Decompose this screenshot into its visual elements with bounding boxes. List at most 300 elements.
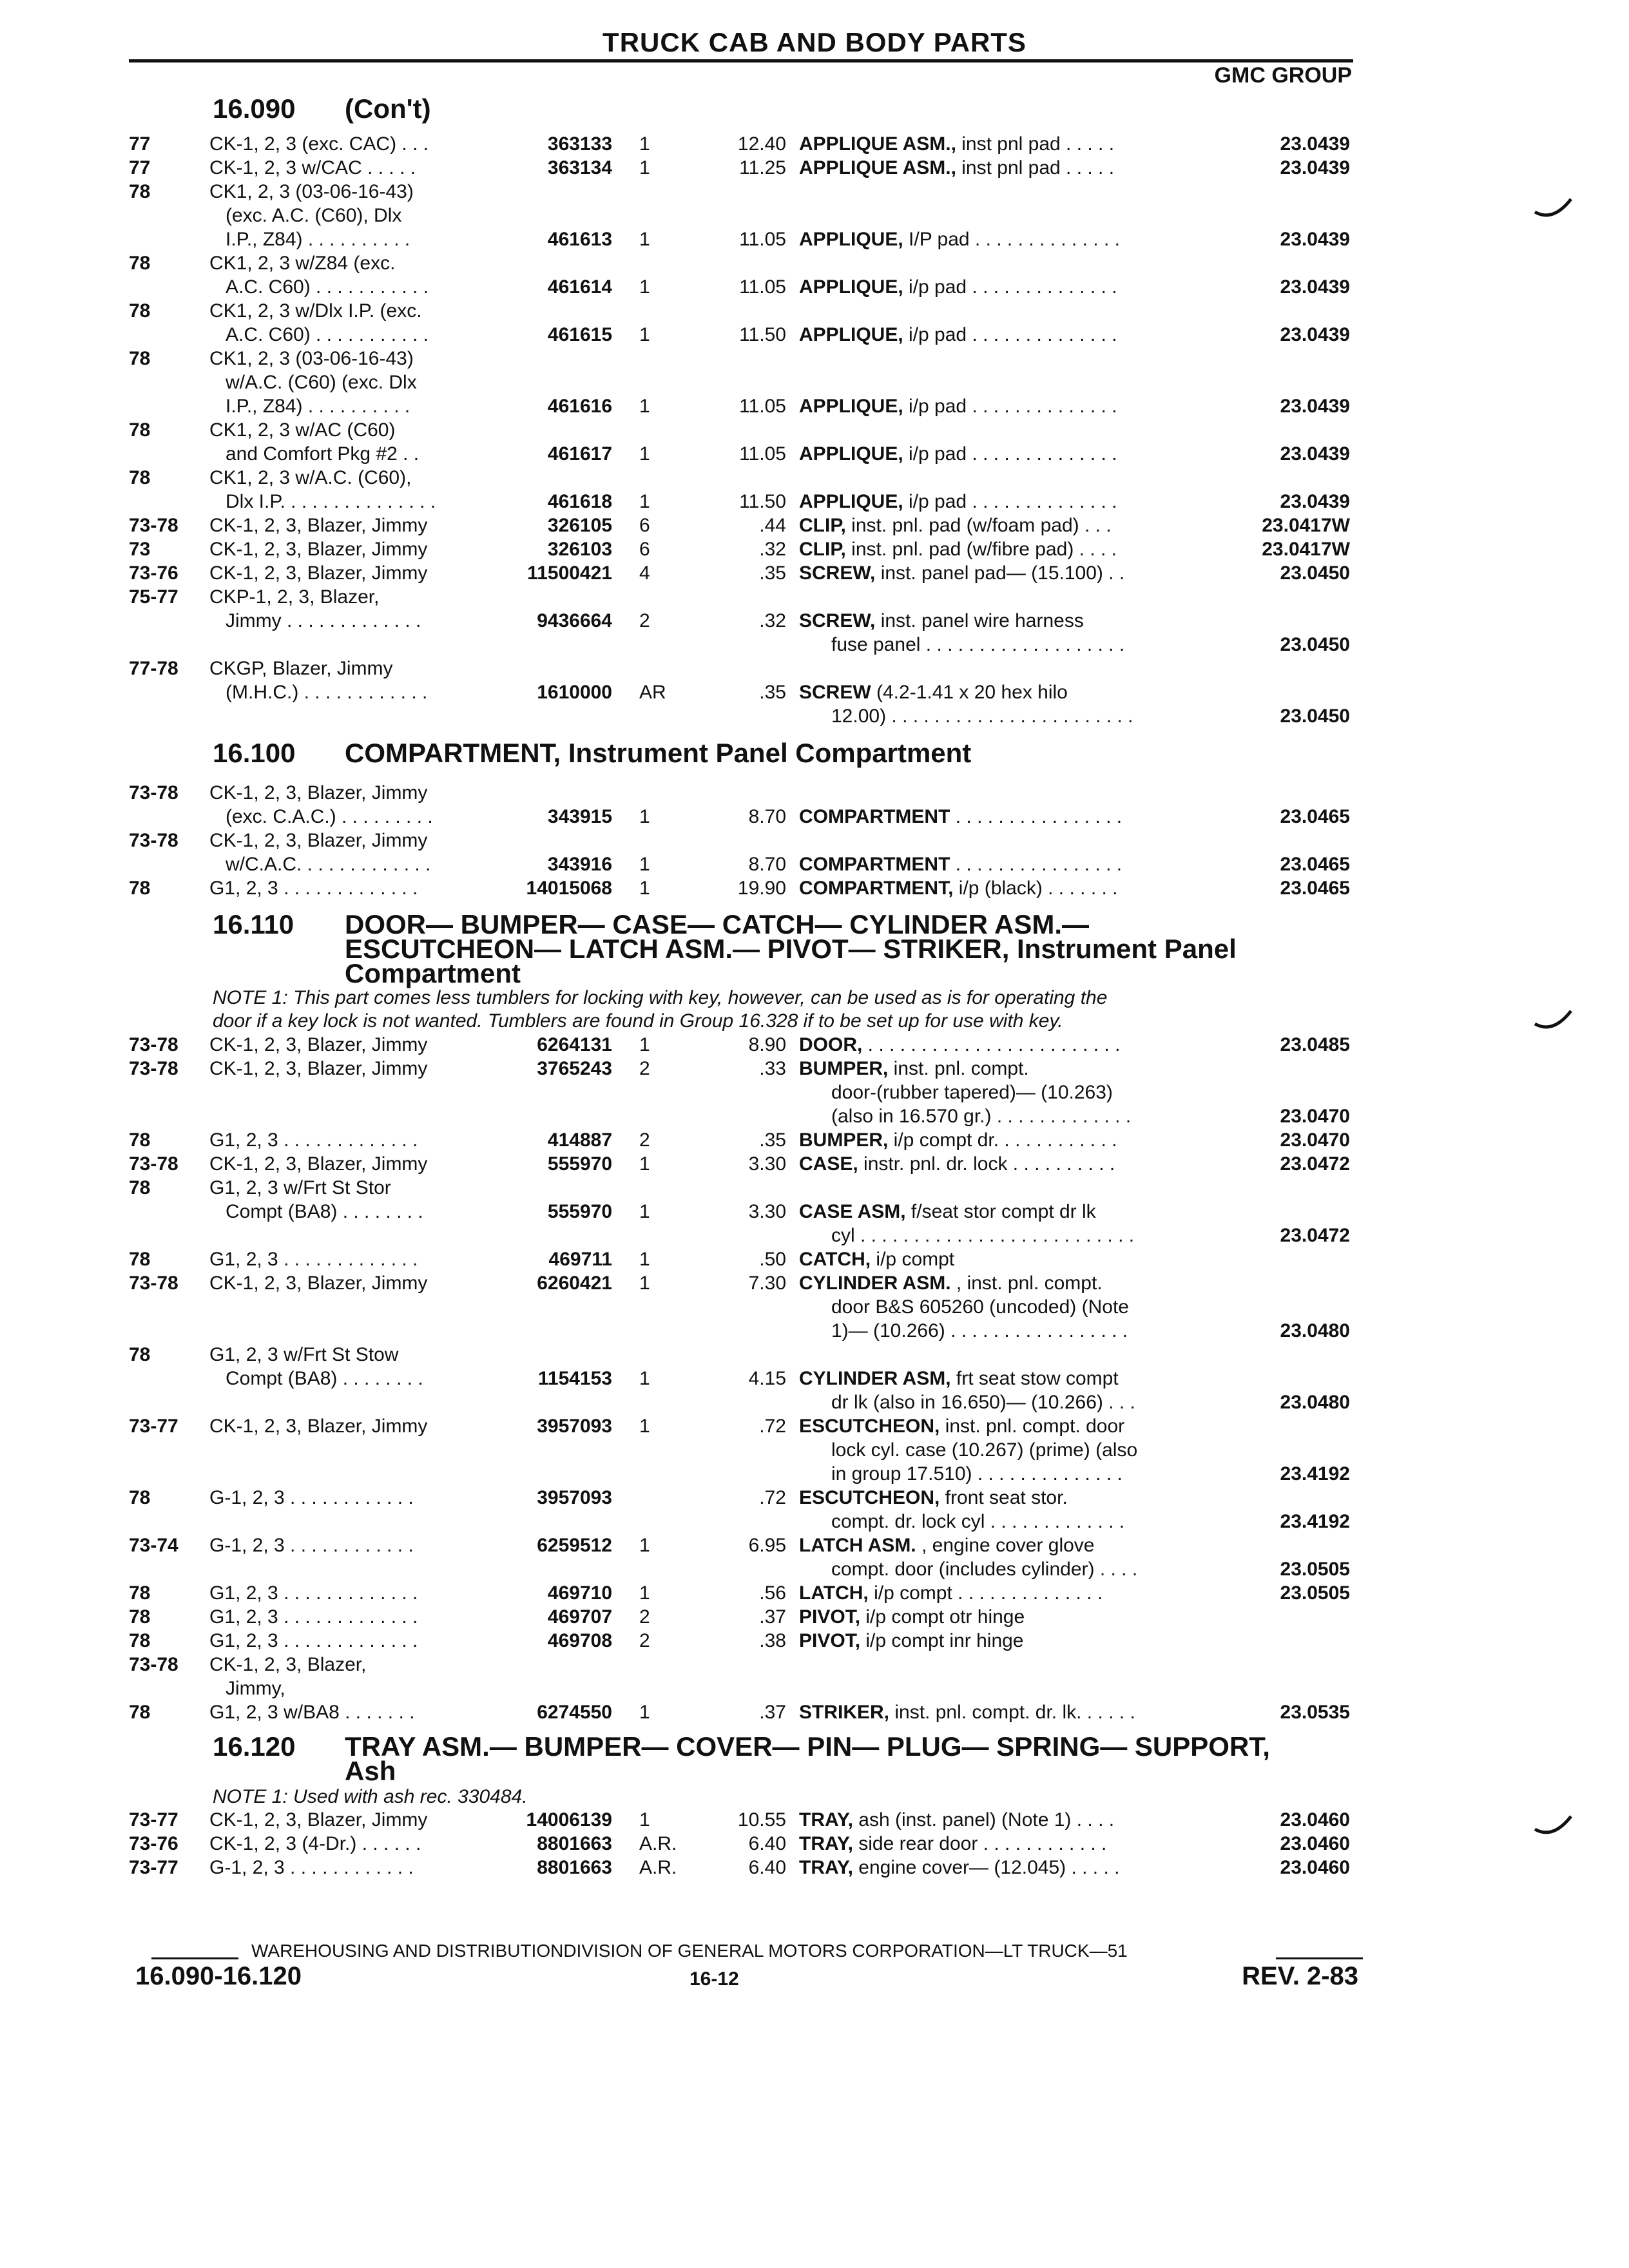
group-number: 23.0460 <box>1280 1809 1350 1831</box>
part-detail: instr. pnl. dr. lock . . . . . . . . . . <box>858 1153 1115 1175</box>
group-number: 23.0505 <box>1280 1559 1350 1580</box>
part-number: 555970 <box>547 1153 612 1175</box>
model-year: 73-76 <box>129 562 178 584</box>
quantity: 1 <box>639 854 650 875</box>
model-year: 77 <box>129 157 151 178</box>
model-year: 78 <box>129 1344 151 1365</box>
price: 7.30 <box>748 1273 786 1294</box>
part-detail: i/p pad . . . . . . . . . . . . . . <box>903 324 1117 345</box>
description <box>799 1856 1119 1879</box>
group-number: 23.0472 <box>1280 1153 1350 1175</box>
application: CK-1, 2, 3, Blazer, Jimmy <box>209 1809 428 1831</box>
part-number: 6274550 <box>537 1702 612 1723</box>
model-year: 73-78 <box>129 1153 178 1175</box>
quantity: 1 <box>639 1702 650 1723</box>
description <box>799 876 1118 900</box>
section-title: TRAY ASM.— BUMPER— COVER— PIN— PLUG— SPRING— SUPPORT, <box>345 1731 1270 1762</box>
description <box>831 1319 1128 1343</box>
part-name: CLIP, <box>799 515 846 536</box>
group-number: 23.0480 <box>1280 1392 1350 1413</box>
part-name: TRAY, <box>799 1833 853 1854</box>
price: 3.30 <box>748 1153 786 1175</box>
quantity: 2 <box>639 610 650 631</box>
description <box>799 609 1084 633</box>
quantity: 2 <box>639 1058 650 1079</box>
section-heading <box>213 93 1373 124</box>
part-detail: f/seat stor compt dr lk <box>905 1201 1096 1222</box>
application: CK-1, 2, 3, Blazer, Jimmy <box>209 515 428 536</box>
quantity: 1 <box>639 157 650 178</box>
part-detail: engine cover— (12.045) . . . . . <box>853 1857 1120 1878</box>
group-number: 23.0439 <box>1280 229 1350 250</box>
section-title: DOOR— BUMPER— CASE— CATCH— CYLINDER ASM.— <box>345 909 1090 939</box>
part-detail: (4.2-1.41 x 20 hex hilo <box>871 682 1068 703</box>
model-year: 73-78 <box>129 515 178 536</box>
description <box>799 1629 1024 1653</box>
group-number: 23.0460 <box>1280 1833 1350 1854</box>
section-number: 16.090 <box>213 93 296 124</box>
part-name: LATCH ASM. <box>799 1535 916 1556</box>
model-year: 78 <box>129 1249 151 1270</box>
model-year: 73-77 <box>129 1809 178 1831</box>
description <box>831 1104 1131 1128</box>
check-mark-icon <box>1534 1814 1572 1840</box>
part-detail: i/p pad . . . . . . . . . . . . . . <box>903 443 1117 465</box>
part-number: 469708 <box>547 1630 612 1651</box>
model-year: 78 <box>129 1702 151 1723</box>
model-year: 73-78 <box>129 782 178 803</box>
application: A.C. C60) . . . . . . . . . . . <box>226 276 429 298</box>
application: Dlx I.P. . . . . . . . . . . . . . . <box>226 491 436 512</box>
check-mark-icon <box>1534 197 1572 222</box>
part-detail: i/p pad . . . . . . . . . . . . . . <box>903 491 1117 512</box>
section-title-line-3: Compartment <box>345 958 521 988</box>
part-name: BUMPER, <box>799 1058 889 1079</box>
quantity: 1 <box>639 324 650 345</box>
application: G-1, 2, 3 . . . . . . . . . . . . <box>209 1857 414 1878</box>
part-number: 3957093 <box>537 1487 612 1508</box>
price: .32 <box>759 610 786 631</box>
application: (exc. C.A.C.) . . . . . . . . . <box>226 806 433 827</box>
description <box>799 561 1124 585</box>
description <box>799 1057 1029 1081</box>
price: 11.25 <box>739 157 786 178</box>
description <box>799 1271 1103 1295</box>
model-year: 78 <box>129 419 151 441</box>
price: 6.40 <box>748 1833 786 1854</box>
quantity: 1 <box>639 229 650 250</box>
part-number: 3957093 <box>537 1416 612 1437</box>
group-number: 23.0439 <box>1280 491 1350 512</box>
part-detail: fuse panel . . . . . . . . . . . . . . . . . . . <box>831 634 1125 655</box>
description <box>831 633 1124 657</box>
description <box>799 1033 1120 1057</box>
description <box>799 1700 1135 1724</box>
application: G1, 2, 3 . . . . . . . . . . . . . <box>209 1129 418 1151</box>
part-detail: inst. panel wire harness <box>875 610 1084 631</box>
part-detail: front seat stor. <box>940 1487 1068 1508</box>
model-year: 78 <box>129 300 151 322</box>
description <box>799 394 1117 418</box>
part-detail: 12.00) . . . . . . . . . . . . . . . . . . . . . . . <box>831 706 1133 727</box>
part-detail: inst. pnl. pad (w/fibre pad) . . . . <box>845 539 1117 560</box>
section-heading <box>213 909 1373 988</box>
part-number: 14015068 <box>526 878 612 899</box>
quantity: A.R. <box>639 1833 677 1854</box>
quantity: 1 <box>639 1249 650 1270</box>
group-number: 23.0450 <box>1280 562 1350 584</box>
group-number: 23.0439 <box>1280 157 1350 178</box>
part-name: BUMPER, <box>799 1129 889 1151</box>
part-name: PIVOT, <box>799 1606 861 1628</box>
group-label: GMC GROUP <box>1214 63 1352 88</box>
price: .72 <box>759 1416 786 1437</box>
part-number: 469710 <box>547 1582 612 1604</box>
part-detail: cyl . . . . . . . . . . . . . . . . . . . . . . . . . . <box>831 1225 1135 1246</box>
price: 6.95 <box>748 1535 786 1556</box>
part-number: 469711 <box>548 1249 612 1270</box>
footer-page-number: 16-12 <box>689 1968 739 1990</box>
price: 12.40 <box>737 133 786 155</box>
model-year: 78 <box>129 348 151 369</box>
group-number: 23.0460 <box>1280 1857 1350 1878</box>
group-number: 23.0465 <box>1280 806 1350 827</box>
description <box>799 442 1117 466</box>
description <box>799 275 1117 299</box>
price: .33 <box>759 1058 786 1079</box>
part-name: SCREW, <box>799 562 876 584</box>
part-name: CASE, <box>799 1153 858 1175</box>
quantity: 1 <box>639 1535 650 1556</box>
quantity: 1 <box>639 1809 650 1831</box>
part-detail: inst. pnl. compt. dr. lk. . . . . . <box>889 1702 1135 1723</box>
application: (M.H.C.) . . . . . . . . . . . . <box>226 682 428 703</box>
description <box>831 704 1133 728</box>
group-number: 23.0470 <box>1280 1129 1350 1151</box>
application: G1, 2, 3 . . . . . . . . . . . . . <box>209 1630 418 1651</box>
quantity: 6 <box>639 515 650 536</box>
part-detail: , engine cover glove <box>916 1535 1095 1556</box>
price: .37 <box>759 1606 786 1628</box>
model-year: 73-76 <box>129 1833 178 1854</box>
part-number: 1154153 <box>537 1368 612 1389</box>
application: Compt (BA8) . . . . . . . . <box>226 1368 423 1389</box>
application: w/C.A.C. . . . . . . . . . . . . <box>226 854 431 875</box>
part-detail: inst pnl pad . . . . . <box>956 157 1115 178</box>
model-year: 73-78 <box>129 1273 178 1294</box>
part-name: ESCUTCHEON, <box>799 1487 940 1508</box>
quantity: 4 <box>639 562 650 584</box>
price: 11.50 <box>739 324 786 345</box>
application: CK-1, 2, 3, Blazer, Jimmy <box>209 562 428 584</box>
application: CK1, 2, 3 w/Dlx I.P. (exc. <box>209 300 422 322</box>
part-detail: inst. pnl. pad (w/foam pad) . . . <box>845 515 1112 536</box>
part-number: 1610000 <box>537 682 612 703</box>
application: G-1, 2, 3 . . . . . . . . . . . . <box>209 1487 414 1508</box>
quantity: 1 <box>639 1273 650 1294</box>
part-number: 469707 <box>547 1606 612 1628</box>
price: .32 <box>759 539 786 560</box>
application: G1, 2, 3 . . . . . . . . . . . . . <box>209 1606 418 1628</box>
part-detail: (also in 16.570 gr.) . . . . . . . . . . . . . <box>831 1106 1132 1127</box>
part-name: ESCUTCHEON, <box>799 1416 940 1437</box>
model-year: 78 <box>129 878 151 899</box>
quantity: 1 <box>639 276 650 298</box>
application: CKP-1, 2, 3, Blazer, <box>209 586 380 608</box>
model-year: 73-77 <box>129 1416 178 1437</box>
group-number: 23.0535 <box>1280 1702 1350 1723</box>
footer-publisher: WAREHOUSING AND DISTRIBUTIONDIVISION OF GENERAL MOTORS CORPORATION—LT TRUCK—51 <box>251 1941 1128 1961</box>
group-number: 23.0450 <box>1280 706 1350 727</box>
application: CK-1, 2, 3, Blazer, Jimmy <box>209 1416 428 1437</box>
application: CK1, 2, 3 w/AC (C60) <box>209 419 396 441</box>
part-name: APPLIQUE ASM., <box>799 133 956 155</box>
description <box>799 805 1122 829</box>
part-detail: i/p pad . . . . . . . . . . . . . . <box>903 396 1117 417</box>
part-name: CATCH, <box>799 1249 871 1270</box>
part-name: TRAY, <box>799 1857 853 1878</box>
group-number: 23.4192 <box>1280 1463 1350 1485</box>
price: 10.55 <box>737 1809 786 1831</box>
part-detail: in group 17.510) . . . . . . . . . . . . . . <box>831 1463 1123 1485</box>
part-name: DOOR, <box>799 1034 863 1055</box>
application: CK1, 2, 3 (03-06-16-43) <box>209 348 414 369</box>
description <box>831 1510 1124 1533</box>
quantity: A.R. <box>639 1857 677 1878</box>
description <box>799 156 1114 180</box>
application: CK-1, 2, 3, Blazer, Jimmy <box>209 782 428 803</box>
model-year: 73-74 <box>129 1535 178 1556</box>
quantity: 1 <box>639 1582 650 1604</box>
part-number: 343915 <box>547 806 612 827</box>
description <box>799 1414 1124 1438</box>
section-number: 16.120 <box>213 1731 296 1762</box>
price: 11.05 <box>739 276 786 298</box>
part-detail: inst. pnl. compt. door <box>940 1416 1125 1437</box>
application: G1, 2, 3 . . . . . . . . . . . . . <box>209 1582 418 1604</box>
part-name: APPLIQUE, <box>799 229 903 250</box>
part-name: APPLIQUE, <box>799 443 903 465</box>
description <box>799 852 1122 876</box>
price: 3.30 <box>748 1201 786 1222</box>
part-name: CYLINDER ASM, <box>799 1368 951 1389</box>
part-number: 461616 <box>547 396 612 417</box>
section-title-line-2: Ash <box>345 1756 396 1786</box>
part-name: CLIP, <box>799 539 846 560</box>
part-name: TRAY, <box>799 1809 853 1831</box>
application: CK-1, 2, 3, Blazer, Jimmy <box>209 539 428 560</box>
part-name: SCREW <box>799 682 871 703</box>
group-number: 23.0439 <box>1280 324 1350 345</box>
part-number: 6260421 <box>537 1273 612 1294</box>
footer-section-range: 16.090-16.120 <box>135 1962 302 1990</box>
group-number: 23.0417W <box>1262 515 1350 536</box>
application: Compt (BA8) . . . . . . . . <box>226 1201 423 1222</box>
application: CK-1, 2, 3 (exc. CAC) . . . <box>209 133 429 155</box>
group-number: 23.0450 <box>1280 634 1350 655</box>
application: G1, 2, 3 . . . . . . . . . . . . . <box>209 878 418 899</box>
section-title-line-2: ESCUTCHEON— LATCH ASM.— PIVOT— STRIKER, Instrument Panel <box>345 934 1237 964</box>
quantity: 6 <box>639 539 650 560</box>
part-name: APPLIQUE ASM., <box>799 157 956 178</box>
quantity: 1 <box>639 1416 650 1437</box>
part-number: 6259512 <box>537 1535 612 1556</box>
description <box>799 1200 1096 1224</box>
part-detail: inst. panel pad— (15.100) . . <box>875 562 1125 584</box>
part-name: SCREW, <box>799 610 876 631</box>
description <box>799 680 1068 704</box>
part-name: APPLIQUE, <box>799 276 903 298</box>
application: CK1, 2, 3 (03-06-16-43) <box>209 181 414 202</box>
part-name: PIVOT, <box>799 1630 861 1651</box>
description <box>799 514 1112 537</box>
part-number: 11500421 <box>527 562 612 584</box>
part-name: STRIKER, <box>799 1702 890 1723</box>
quantity: AR <box>639 682 666 703</box>
note-line: door if a key lock is not wanted. Tumblers are found in Group 16.328 if to be set up for use with key. <box>213 1010 1063 1032</box>
application: I.P., Z84) . . . . . . . . . . <box>226 229 410 250</box>
application: CKGP, Blazer, Jimmy <box>209 658 393 679</box>
price: 11.05 <box>739 443 786 465</box>
application: CK-1, 2, 3, Blazer, Jimmy <box>209 1273 428 1294</box>
description <box>799 227 1120 251</box>
part-name: APPLIQUE, <box>799 491 903 512</box>
application: w/A.C. (C60) (exc. Dlx <box>226 372 417 393</box>
description <box>799 537 1117 561</box>
part-number: 3765243 <box>537 1058 612 1079</box>
application: G1, 2, 3 w/Frt St Stow <box>209 1344 399 1365</box>
application: CK1, 2, 3 w/A.C. (C60), <box>209 467 412 488</box>
group-number: 23.0439 <box>1280 276 1350 298</box>
part-detail: i/p (black) . . . . . . . <box>953 878 1118 899</box>
application: CK-1, 2, 3, Blazer, <box>209 1654 367 1675</box>
group-number: 23.0505 <box>1280 1582 1350 1604</box>
model-year: 73 <box>129 539 151 560</box>
part-detail: 1)— (10.266) . . . . . . . . . . . . . . . . . <box>831 1320 1128 1341</box>
part-detail: door-(rubber tapered)— (10.263) <box>831 1082 1113 1103</box>
footer-rule <box>1276 1957 1363 1959</box>
group-number: 23.0439 <box>1280 396 1350 417</box>
quantity: 2 <box>639 1129 650 1151</box>
quantity: 1 <box>639 1368 650 1389</box>
group-number: 23.0465 <box>1280 878 1350 899</box>
group-number: 23.0417W <box>1262 539 1350 560</box>
application: CK1, 2, 3 w/Z84 (exc. <box>209 253 396 274</box>
application: G1, 2, 3 . . . . . . . . . . . . . <box>209 1249 418 1270</box>
application: CK-1, 2, 3, Blazer, Jimmy <box>209 1034 428 1055</box>
price: .72 <box>759 1487 786 1508</box>
description <box>799 323 1117 347</box>
part-name: APPLIQUE, <box>799 396 903 417</box>
quantity: 2 <box>639 1606 650 1628</box>
footer-rule <box>151 1957 238 1959</box>
price: 4.15 <box>748 1368 786 1389</box>
part-number: 414887 <box>547 1129 612 1151</box>
model-year: 73-78 <box>129 1034 178 1055</box>
part-name: LATCH, <box>799 1582 869 1604</box>
description <box>799 1486 1068 1510</box>
model-year: 78 <box>129 1630 151 1651</box>
application: G1, 2, 3 w/BA8 . . . . . . . <box>209 1702 415 1723</box>
part-detail: inst pnl pad . . . . . <box>956 133 1115 155</box>
application: G-1, 2, 3 . . . . . . . . . . . . <box>209 1535 414 1556</box>
part-detail: side rear door . . . . . . . . . . . . <box>853 1833 1107 1854</box>
price: .37 <box>759 1702 786 1723</box>
price: 11.05 <box>739 229 786 250</box>
description <box>799 1152 1115 1176</box>
model-year: 78 <box>129 467 151 488</box>
price: 8.70 <box>748 806 786 827</box>
part-number: 363134 <box>547 157 612 178</box>
application: (exc. A.C. (C60), Dlx <box>226 205 402 226</box>
part-detail: ash (inst. panel) (Note 1) . . . . <box>853 1809 1115 1831</box>
part-detail: . . . . . . . . . . . . . . . . <box>950 806 1123 827</box>
description <box>831 1390 1135 1414</box>
part-detail: i/p compt dr. . . . . . . . . . . . <box>888 1129 1117 1151</box>
part-number: 14006139 <box>526 1809 612 1831</box>
part-number: 461614 <box>547 276 612 298</box>
quantity: 2 <box>639 1630 650 1651</box>
part-detail: I/P pad . . . . . . . . . . . . . . <box>903 229 1120 250</box>
price: .50 <box>759 1249 786 1270</box>
model-year: 73-78 <box>129 1654 178 1675</box>
quantity: 1 <box>639 806 650 827</box>
part-detail: compt. dr. lock cyl . . . . . . . . . . . . . <box>831 1511 1125 1532</box>
price: .38 <box>759 1630 786 1651</box>
model-year: 77 <box>129 133 151 155</box>
model-year: 78 <box>129 1582 151 1604</box>
note-line: NOTE 1: Used with ash rec. 330484. <box>213 1786 528 1807</box>
description <box>799 1605 1025 1629</box>
description <box>831 1295 1129 1319</box>
part-detail: compt. door (includes cylinder) . . . . <box>831 1559 1138 1580</box>
part-number: 8801663 <box>537 1857 612 1878</box>
price: 8.70 <box>748 854 786 875</box>
part-name: CYLINDER ASM. <box>799 1273 951 1294</box>
model-year: 78 <box>129 1606 151 1628</box>
model-year: 78 <box>129 1487 151 1508</box>
section-title: (Con't) <box>345 93 431 124</box>
part-detail: . . . . . . . . . . . . . . . . <box>950 854 1123 875</box>
description <box>799 1367 1119 1390</box>
model-year: 78 <box>129 1129 151 1151</box>
model-year: 78 <box>129 1177 151 1198</box>
description <box>831 1224 1134 1247</box>
section-heading <box>213 1731 1373 1786</box>
model-year: 73-78 <box>129 1058 178 1079</box>
part-detail: , inst. pnl. compt. <box>950 1273 1103 1294</box>
quantity: 1 <box>639 1201 650 1222</box>
quantity: 1 <box>639 1153 650 1175</box>
description <box>799 1533 1094 1557</box>
price: 19.90 <box>737 878 786 899</box>
part-number: 461617 <box>547 443 612 465</box>
section-title: COMPARTMENT, Instrument Panel Compartment <box>345 738 972 768</box>
application: I.P., Z84) . . . . . . . . . . <box>226 396 410 417</box>
part-number: 326105 <box>547 515 612 536</box>
part-detail: i/p compt <box>871 1249 955 1270</box>
price: .44 <box>759 515 786 536</box>
section-number: 16.100 <box>213 738 296 768</box>
description <box>799 1832 1106 1856</box>
group-number: 23.0439 <box>1280 443 1350 465</box>
description <box>799 490 1117 514</box>
part-number: 363133 <box>547 133 612 155</box>
group-number: 23.0470 <box>1280 1106 1350 1127</box>
part-number: 343916 <box>547 854 612 875</box>
description <box>799 132 1114 156</box>
part-name: APPLIQUE, <box>799 324 903 345</box>
